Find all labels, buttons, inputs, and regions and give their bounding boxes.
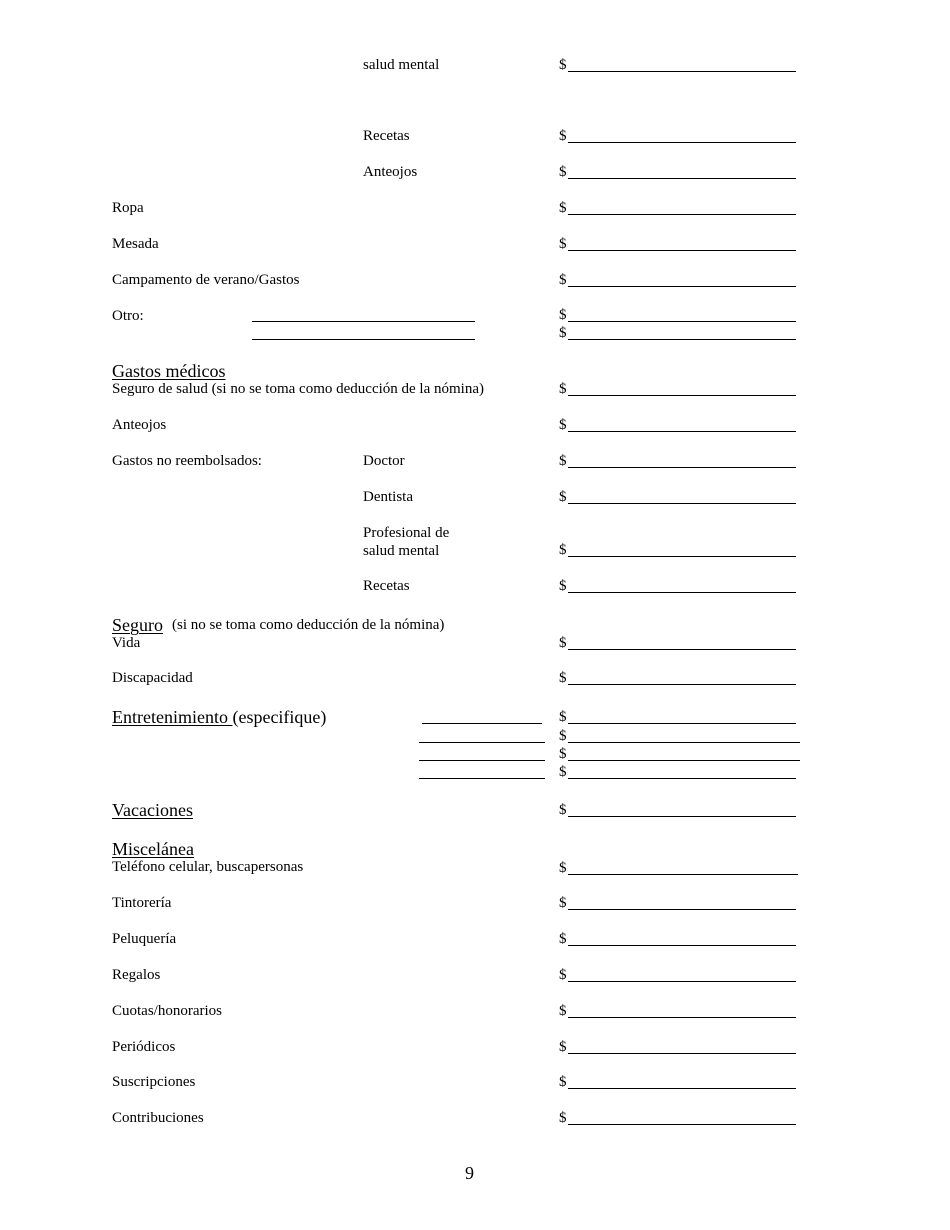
label-cuotas-honorarios: Cuotas/honorarios <box>112 1003 222 1019</box>
label-anteojos-top: Anteojos <box>363 164 418 180</box>
amount-field-otro-2[interactable] <box>568 339 796 340</box>
label-suscripciones: Suscripciones <box>112 1074 196 1090</box>
label-recetas: Recetas <box>363 578 410 594</box>
amount-field-anteojos[interactable] <box>568 431 796 432</box>
dollar-sign: $ <box>559 272 567 288</box>
amount-field-salud-mental[interactable] <box>568 556 796 557</box>
amount-field-peluqueria[interactable] <box>568 945 796 946</box>
amount-field-recetas-top[interactable] <box>568 142 796 143</box>
label-campamento: Campamento de verano/Gastos <box>112 272 300 288</box>
dollar-sign: $ <box>559 1110 567 1126</box>
page-number: 9 <box>465 1163 474 1183</box>
label-periodicos: Periódicos <box>112 1039 176 1055</box>
amount-field-entretenimiento-2[interactable] <box>568 742 800 743</box>
entretenimiento-specify-line-1[interactable] <box>422 723 542 724</box>
dollar-sign: $ <box>559 578 567 594</box>
entretenimiento-specify-line-3[interactable] <box>419 760 545 761</box>
amount-field-suscripciones[interactable] <box>568 1088 796 1089</box>
dollar-sign: $ <box>559 164 567 180</box>
dollar-sign: $ <box>559 746 567 762</box>
otro-specify-line-2[interactable] <box>252 339 475 340</box>
heading-entretenimiento-note: (especifique) <box>232 707 327 727</box>
label-recetas-top: Recetas <box>363 128 410 144</box>
dollar-sign: $ <box>559 895 567 911</box>
heading-miscelanea: Miscelánea <box>112 839 194 859</box>
label-regalos: Regalos <box>112 967 161 983</box>
amount-field-vida[interactable] <box>568 649 796 650</box>
label-otro: Otro: <box>112 308 144 324</box>
amount-field-seguro-de-salud[interactable] <box>568 395 796 396</box>
heading-seguro: Seguro <box>112 615 163 635</box>
label-salud-mental: salud mental <box>363 543 440 559</box>
amount-field-entretenimiento-3[interactable] <box>568 760 800 761</box>
dollar-sign: $ <box>559 1003 567 1019</box>
label-profesional-de: Profesional de <box>363 525 450 541</box>
amount-field-mesada[interactable] <box>568 250 796 251</box>
amount-field-cuotas-honorarios[interactable] <box>568 1017 796 1018</box>
dollar-sign: $ <box>559 802 567 818</box>
amount-field-campamento[interactable] <box>568 286 796 287</box>
otro-specify-line-1[interactable] <box>252 321 475 322</box>
label-vida: Vida <box>112 635 141 651</box>
amount-field-entretenimiento-4[interactable] <box>568 778 796 779</box>
amount-field-entretenimiento-1[interactable] <box>568 723 796 724</box>
dollar-sign: $ <box>559 453 567 469</box>
dollar-sign: $ <box>559 325 567 341</box>
label-peluqueria: Peluquería <box>112 931 177 947</box>
entretenimiento-specify-line-4[interactable] <box>419 778 545 779</box>
amount-field-vacaciones[interactable] <box>568 816 796 817</box>
label-mesada: Mesada <box>112 236 159 252</box>
dollar-sign: $ <box>559 728 567 744</box>
label-anteojos: Anteojos <box>112 417 167 433</box>
dollar-sign: $ <box>559 57 567 73</box>
amount-field-doctor[interactable] <box>568 467 796 468</box>
dollar-sign: $ <box>559 128 567 144</box>
dollar-sign: $ <box>559 1074 567 1090</box>
amount-field-telefono-celular[interactable] <box>568 874 798 875</box>
dollar-sign: $ <box>559 967 567 983</box>
label-salud-mental-top: salud mental <box>363 57 440 73</box>
amount-field-periodicos[interactable] <box>568 1053 796 1054</box>
amount-field-discapacidad[interactable] <box>568 684 796 685</box>
dollar-sign: $ <box>559 709 567 725</box>
label-dentista: Dentista <box>363 489 413 505</box>
label-contribuciones: Contribuciones <box>112 1110 204 1126</box>
heading-entretenimiento-text: Entretenimiento <box>112 707 233 727</box>
label-gastos-no-reembolsados: Gastos no reembolsados: <box>112 453 262 469</box>
amount-field-anteojos-top[interactable] <box>568 178 796 179</box>
dollar-sign: $ <box>559 200 567 216</box>
dollar-sign: $ <box>559 542 567 558</box>
heading-gastos-medicos: Gastos médicos <box>112 361 226 381</box>
dollar-sign: $ <box>559 635 567 651</box>
label-telefono-celular: Teléfono celular, buscapersonas <box>112 859 304 875</box>
amount-field-regalos[interactable] <box>568 981 796 982</box>
label-seguro-de-salud: Seguro de salud (si no se toma como deducción de la nómina) <box>112 381 484 397</box>
amount-field-contribuciones[interactable] <box>568 1124 796 1125</box>
dollar-sign: $ <box>559 764 567 780</box>
amount-field-recetas[interactable] <box>568 592 796 593</box>
amount-field-dentista[interactable] <box>568 503 796 504</box>
heading-entretenimiento <box>112 707 326 727</box>
label-ropa: Ropa <box>112 200 144 216</box>
label-seguro-note: (si no se toma como deducción de la nómina) <box>172 617 445 633</box>
heading-vacaciones: Vacaciones <box>112 800 193 820</box>
dollar-sign: $ <box>559 236 567 252</box>
dollar-sign: $ <box>559 1039 567 1055</box>
label-tintoreria: Tintorería <box>112 895 172 911</box>
dollar-sign: $ <box>559 307 567 323</box>
dollar-sign: $ <box>559 417 567 433</box>
label-doctor: Doctor <box>363 453 405 469</box>
dollar-sign: $ <box>559 931 567 947</box>
amount-field-salud-mental-top[interactable] <box>568 71 796 72</box>
entretenimiento-specify-line-2[interactable] <box>419 742 545 743</box>
dollar-sign: $ <box>559 670 567 686</box>
dollar-sign: $ <box>559 860 567 876</box>
amount-field-tintoreria[interactable] <box>568 909 796 910</box>
label-discapacidad: Discapacidad <box>112 670 193 686</box>
dollar-sign: $ <box>559 381 567 397</box>
dollar-sign: $ <box>559 489 567 505</box>
amount-field-ropa[interactable] <box>568 214 796 215</box>
amount-field-otro-1[interactable] <box>568 321 796 322</box>
